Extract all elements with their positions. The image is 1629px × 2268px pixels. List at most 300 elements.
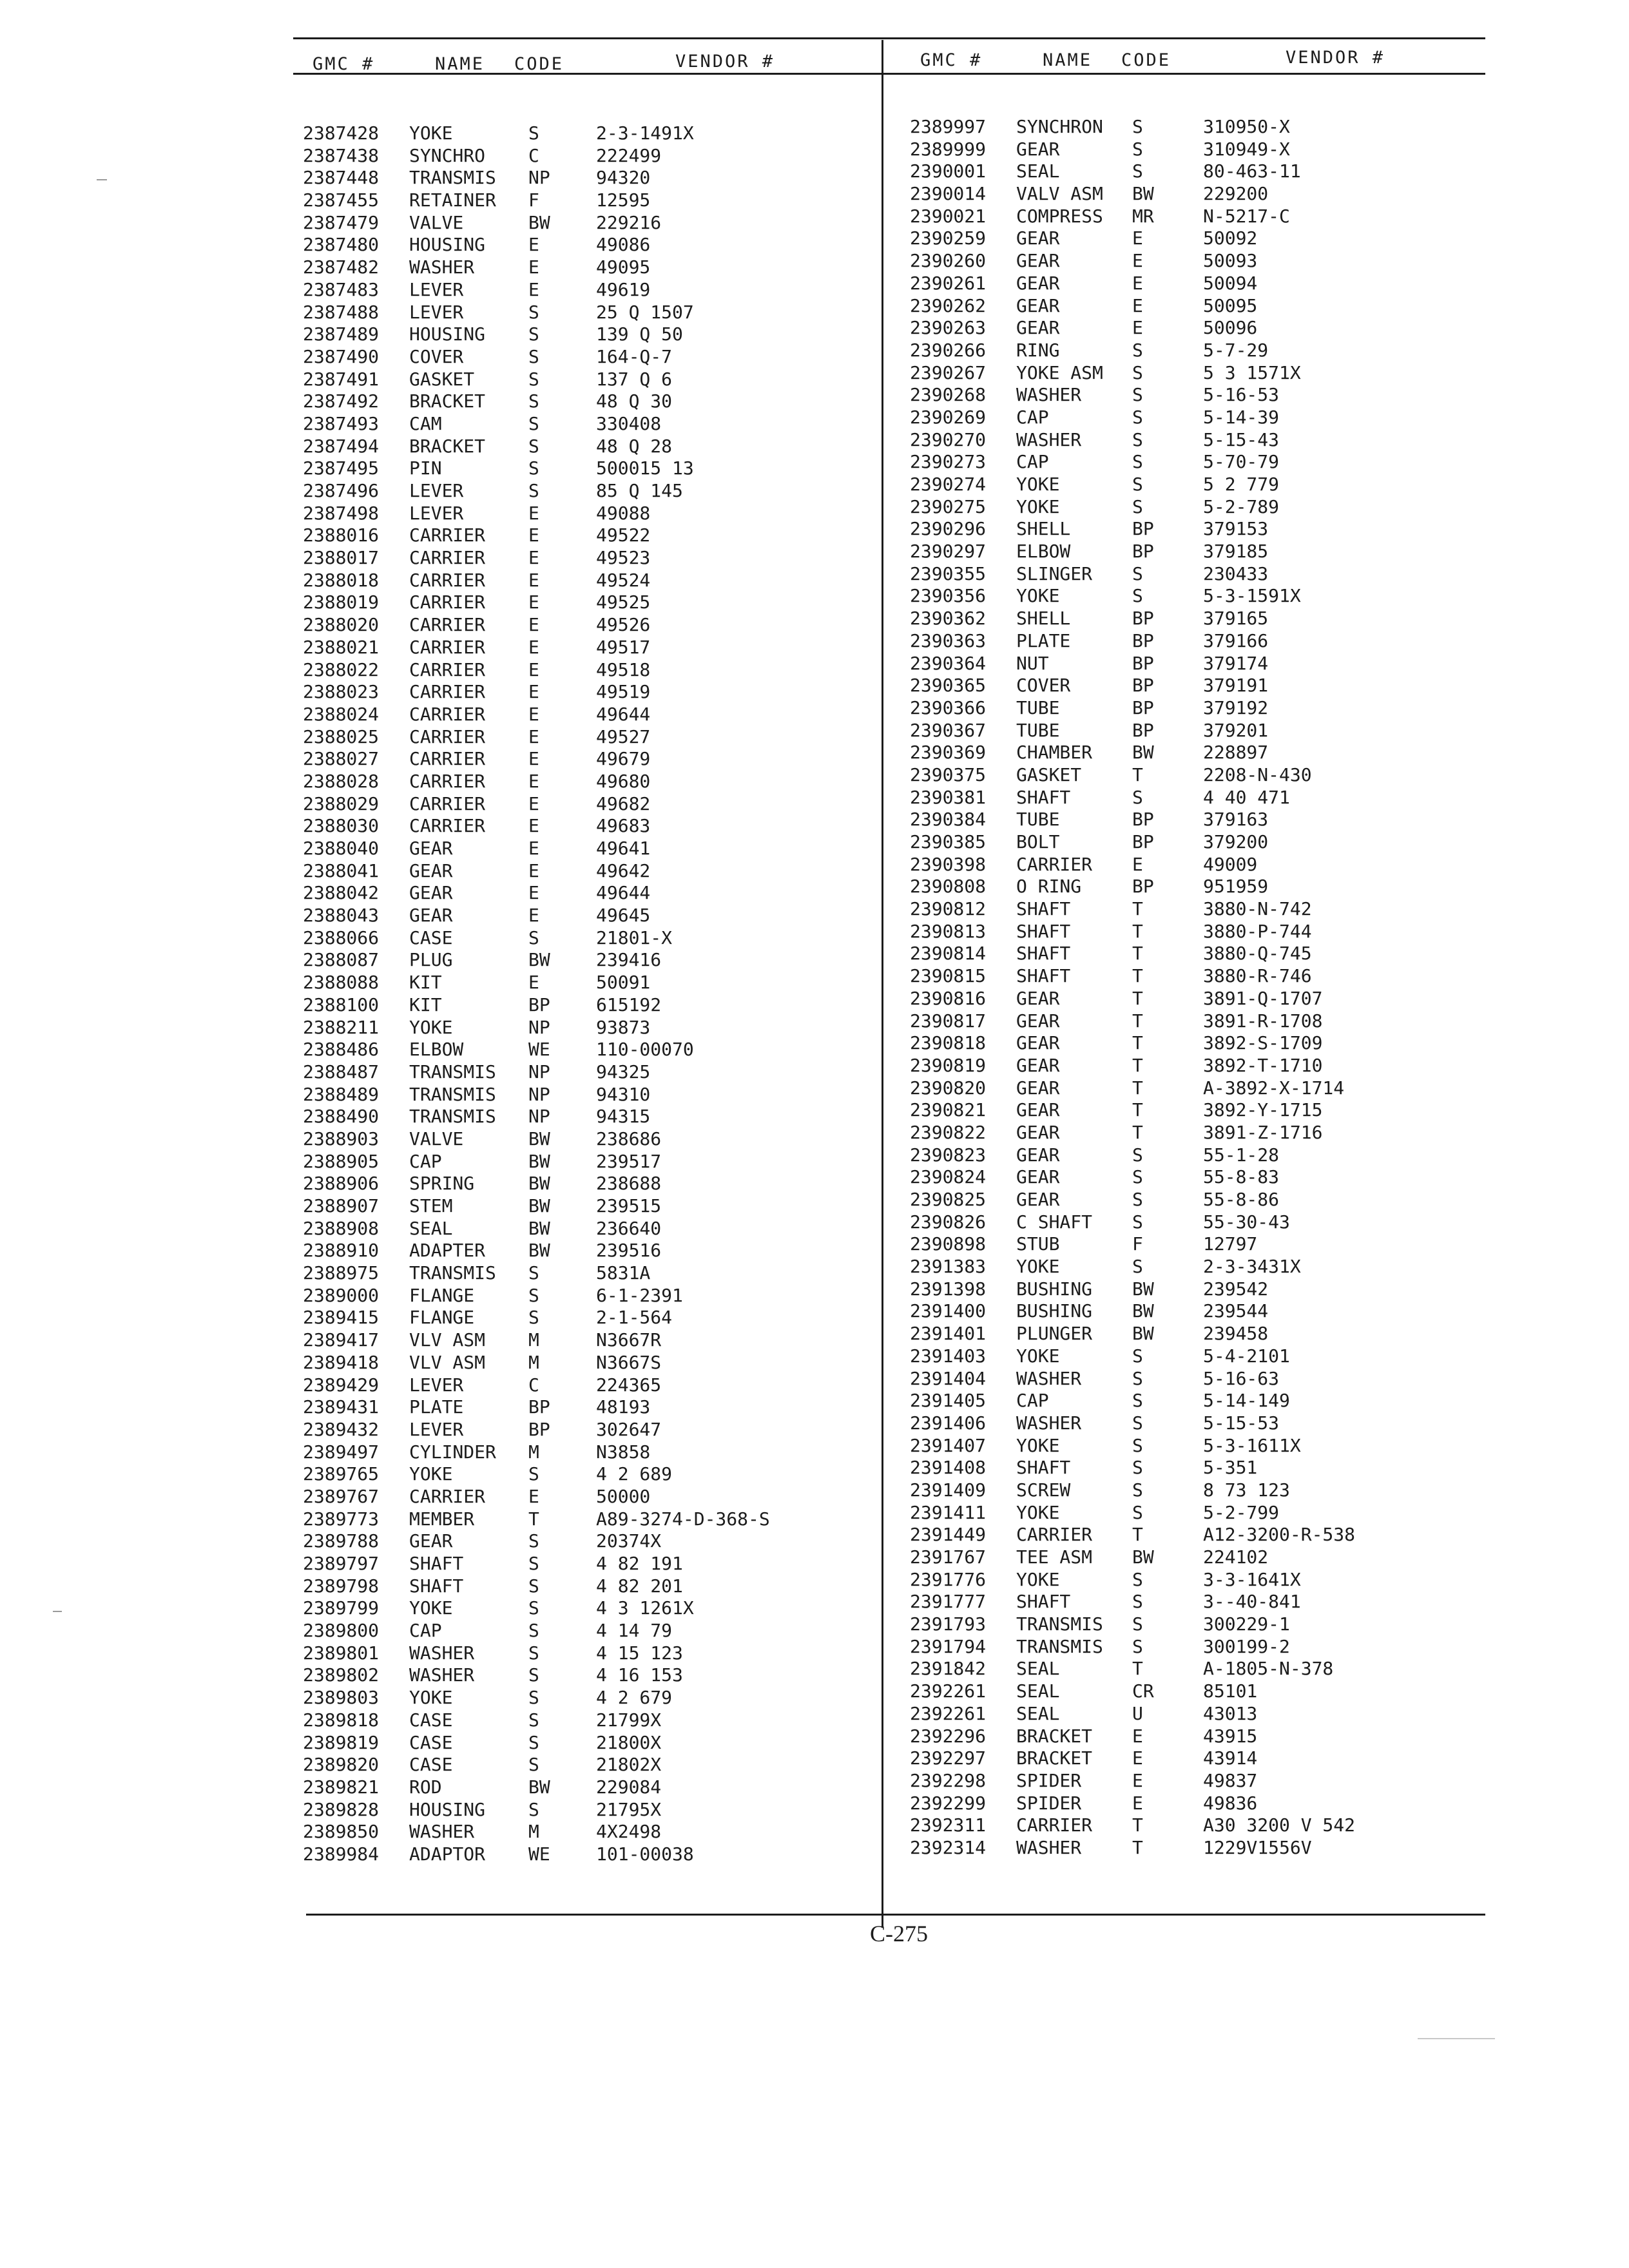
part-name: CARRIER [409,748,486,770]
vendor-code: T [1132,1658,1143,1680]
vendor-number: A-1805-N-378 [1203,1658,1334,1680]
vendor-code: E [528,591,539,613]
vendor-code: S [1132,1166,1143,1188]
vendor-number: 951959 [1203,876,1269,898]
part-row [303,189,870,212]
vendor-code: T [528,1508,539,1530]
vendor-code: S [1132,495,1143,517]
gmc-number: 2389431 [303,1396,380,1418]
gmc-number: 2390818 [910,1032,987,1054]
gmc-number: 2388019 [303,591,380,613]
gmc-number: 2388040 [303,838,380,859]
part-row [303,793,870,816]
part-row [910,116,1490,139]
part-name: CAP [1016,451,1049,473]
vendor-number: 379191 [1203,675,1269,697]
part-row [303,1285,870,1307]
gmc-number: 2390824 [910,1166,987,1188]
vendor-number: 50093 [1203,250,1258,272]
gmc-number: 2388042 [303,882,380,904]
part-row [303,323,870,346]
gmc-number: 2389417 [303,1329,380,1351]
part-name: TRANSMIS [1016,1635,1103,1657]
gmc-number: 2391408 [910,1457,987,1479]
vendor-number: 5-2-799 [1203,1501,1280,1523]
gmc-number: 2388905 [303,1150,380,1172]
vendor-code: S [1132,451,1143,473]
part-name: BUSHING [1016,1278,1093,1300]
part-name: GEAR [1016,294,1060,316]
vendor-number: N3667S [596,1351,662,1373]
vendor-code: M [528,1821,539,1843]
vendor-code: E [528,838,539,859]
gmc-number: 2390262 [910,294,987,316]
vendor-code: E [528,748,539,770]
vendor-code: S [1132,474,1143,495]
vendor-number: 239416 [596,949,662,971]
gmc-number: 2392261 [910,1702,987,1724]
part-row [303,122,870,145]
vendor-code: E [528,815,539,837]
gmc-number: 2390367 [910,719,987,741]
part-name: WASHER [409,256,475,278]
vendor-code: BP [528,1418,550,1440]
gmc-number: 2387489 [303,323,380,345]
part-name: CARRIER [1016,1524,1093,1546]
part-row [303,838,870,860]
part-row [303,1128,870,1151]
part-row [303,167,870,189]
part-row [910,1390,1490,1412]
part-name: CARRIER [1016,853,1093,875]
vendor-number: 239516 [596,1240,662,1262]
left-header-vendor: VENDOR # [675,52,775,72]
part-name: TRANSMIS [409,1262,496,1284]
gmc-number: 2389999 [910,138,987,160]
part-row [910,317,1490,340]
part-row [910,1435,1490,1457]
vendor-code: E [1132,853,1143,875]
vendor-code: E [528,547,539,569]
vendor-number: 49519 [596,681,651,703]
vendor-code: S [528,1709,539,1731]
part-name: CARRIER [409,591,486,613]
gmc-number: 2388043 [303,905,380,927]
vendor-code: T [1132,898,1143,920]
part-name: SHAFT [409,1575,464,1597]
vendor-code: E [1132,1725,1143,1747]
vendor-number: 49518 [596,658,651,680]
vendor-number: 49682 [596,793,651,814]
part-row [910,630,1490,653]
gmc-number: 2390819 [910,1054,987,1076]
vendor-number: 5-351 [1203,1457,1258,1479]
part-name: SHELL [1016,608,1071,629]
vendor-number: 50092 [1203,227,1258,249]
vendor-code: S [528,1642,539,1664]
gmc-number: 2389828 [303,1798,380,1820]
part-row [303,457,870,480]
gmc-number: 2389418 [303,1351,380,1373]
part-row [303,905,870,927]
part-name: CARRIER [409,1485,486,1507]
vendor-code: BP [1132,518,1154,540]
gmc-number: 2388024 [303,703,380,725]
vendor-code: BP [1132,675,1154,697]
gmc-number: 2390385 [910,831,987,852]
vendor-number: 229084 [596,1776,662,1798]
vendor-number: 43914 [1203,1747,1258,1769]
vendor-number: A89-3274-D-368-S [596,1508,770,1530]
part-name: CASE [409,1709,453,1731]
gmc-number: 2389984 [303,1843,380,1865]
part-name: ELBOW [409,1039,464,1061]
vendor-number: 55-30-43 [1203,1211,1290,1233]
vendor-number: 49645 [596,905,651,927]
vendor-code: S [1132,361,1143,383]
vendor-number: 4 14 79 [596,1620,673,1642]
part-row [910,1636,1490,1658]
part-row [910,1591,1490,1613]
part-name: KIT [409,972,442,994]
vendor-code: S [528,1731,539,1753]
vendor-code: E [528,569,539,591]
vendor-code: S [528,1284,539,1306]
vendor-number: 49095 [596,256,651,278]
part-name: COVER [409,345,464,367]
part-name: PIN [409,457,442,479]
part-row [910,1613,1490,1636]
vendor-code: S [1132,1144,1143,1166]
part-row [303,547,870,570]
vendor-code: T [1132,1010,1143,1032]
gmc-number: 2390365 [910,675,987,697]
part-name: CAP [409,1620,442,1642]
part-name: YOKE [1016,1501,1060,1523]
vendor-number: 239542 [1203,1278,1269,1300]
part-row [303,748,870,771]
part-name: COVER [1016,675,1071,697]
vendor-number: 80-463-11 [1203,160,1301,182]
vendor-code: S [1132,786,1143,808]
part-row [303,1486,870,1508]
part-row [910,227,1490,250]
vendor-code: S [1132,1367,1143,1389]
gmc-number: 2389415 [303,1307,380,1329]
vendor-code: E [1132,272,1143,294]
gmc-number: 2388910 [303,1240,380,1262]
part-name: RETAINER [409,189,496,211]
vendor-code: T [1132,1836,1143,1858]
part-name: STEM [409,1195,453,1216]
vendor-code: C [528,1374,539,1396]
part-name: TUBE [1016,697,1060,718]
vendor-code: S [528,323,539,345]
gmc-number: 2392296 [910,1725,987,1747]
part-row [910,921,1490,943]
vendor-number: 379153 [1203,518,1269,540]
vendor-code: BP [1132,652,1154,674]
part-name: SHAFT [1016,898,1071,920]
vendor-number: 21800X [596,1731,662,1753]
part-name: TRANSMIS [409,167,496,189]
part-row [910,1256,1490,1278]
part-name: GEAR [409,882,453,904]
gmc-number: 2390266 [910,339,987,361]
vendor-number: 164-Q-7 [596,345,673,367]
part-name: HOUSING [409,323,486,345]
gmc-number: 2387482 [303,256,380,278]
vendor-number: 12797 [1203,1233,1258,1255]
gmc-number: 2388489 [303,1083,380,1105]
vendor-number: 6-1-2391 [596,1284,683,1306]
part-name: VALVE [409,211,464,233]
vendor-code: BW [1132,183,1154,205]
part-row [303,436,870,458]
left-header-gmc: GMC # [313,54,375,74]
part-row [303,949,870,972]
vendor-number: A12-3200-R-538 [1203,1524,1356,1546]
gmc-number: 2390808 [910,876,987,898]
vendor-number: N3858 [596,1441,651,1463]
vendor-number: 2-3-1491X [596,122,694,144]
right-parts-list [910,116,1490,1860]
vendor-number: 43915 [1203,1725,1258,1747]
part-name: CARRIER [409,793,486,814]
gmc-number: 2391404 [910,1367,987,1389]
gmc-number: 2389797 [303,1553,380,1574]
vendor-code: S [1132,1412,1143,1434]
gmc-number: 2388025 [303,726,380,747]
gmc-number: 2390297 [910,541,987,562]
gmc-number: 2389820 [303,1754,380,1776]
part-row [303,1843,870,1866]
part-row [910,1144,1490,1167]
part-name: BUSHING [1016,1300,1093,1322]
part-name: LEVER [409,301,464,323]
part-row [303,1642,870,1665]
part-row [910,854,1490,876]
vendor-number: 49527 [596,726,651,747]
vendor-code: BW [528,1150,550,1172]
part-row [910,1703,1490,1725]
part-row [303,1687,870,1709]
part-name: GEAR [1016,250,1060,272]
vendor-number: 224102 [1203,1546,1269,1568]
part-row [910,1189,1490,1211]
part-name: GEAR [1016,987,1060,1009]
gmc-number: 2389819 [303,1731,380,1753]
part-row [303,1106,870,1128]
gmc-number: 2387493 [303,412,380,434]
part-name: RING [1016,339,1060,361]
part-row [303,234,870,256]
part-name: SEAL [409,1217,453,1239]
vendor-number: N-5217-C [1203,205,1290,227]
vendor-number: 49679 [596,748,651,770]
gmc-number: 2391398 [910,1278,987,1300]
vendor-number: 93873 [596,1016,651,1038]
part-name: YOKE [1016,1345,1060,1367]
gmc-number: 2388022 [303,658,380,680]
vendor-code: S [1132,1434,1143,1456]
part-name: CAP [1016,406,1049,428]
gmc-number: 2390820 [910,1077,987,1099]
gmc-number: 2389802 [303,1664,380,1686]
vendor-number: 139 Q 50 [596,323,683,345]
left-header-name: NAME [435,54,485,74]
gmc-number: 2390812 [910,898,987,920]
gmc-number: 2391406 [910,1412,987,1434]
gmc-number: 2389432 [303,1418,380,1440]
vendor-code: S [1132,384,1143,406]
vendor-code: BP [1132,541,1154,562]
part-name: YOKE [409,1687,453,1709]
vendor-code: S [1132,1568,1143,1590]
vendor-code: E [1132,1792,1143,1814]
vendor-code: S [528,435,539,457]
gmc-number: 2390814 [910,943,987,965]
column-divider [882,40,883,1928]
gmc-number: 2389798 [303,1575,380,1597]
part-name: SHAFT [1016,943,1071,965]
gmc-number: 2389821 [303,1776,380,1798]
gmc-number: 2387494 [303,435,380,457]
part-row [303,659,870,682]
vendor-code: BP [1132,876,1154,898]
part-row [910,1770,1490,1792]
vendor-code: BW [528,1128,550,1149]
vendor-number: 5-4-2101 [1203,1345,1290,1367]
part-name: TRANSMIS [409,1061,496,1082]
part-row [303,346,870,369]
part-name: GEAR [1016,317,1060,339]
vendor-code: BW [1132,742,1154,764]
vendor-number: 310950-X [1203,116,1290,137]
vendor-number: 49644 [596,882,651,904]
vendor-number: 48193 [596,1396,651,1418]
gmc-number: 2387428 [303,122,380,144]
vendor-number: 4 40 471 [1203,786,1290,808]
vendor-code: E [1132,317,1143,339]
vendor-code: BW [528,1240,550,1262]
part-name: CASE [409,927,453,948]
vendor-code: S [528,1575,539,1597]
gmc-number: 2392298 [910,1769,987,1791]
vendor-number: 310949-X [1203,138,1290,160]
part-row [910,563,1490,586]
gmc-number: 2390369 [910,742,987,764]
vendor-code: T [1132,1814,1143,1836]
part-name: O RING [1016,876,1082,898]
gmc-number: 2387480 [303,234,380,256]
part-name: SHAFT [1016,965,1071,987]
part-name: SHELL [1016,518,1071,540]
vendor-code: S [1132,1189,1143,1210]
top-rule [293,37,1485,39]
vendor-code: S [1132,339,1143,361]
gmc-number: 2390825 [910,1189,987,1210]
vendor-code: WE [528,1843,550,1865]
gmc-number: 2389800 [303,1620,380,1642]
vendor-code: S [1132,585,1143,607]
vendor-number: 49088 [596,502,651,524]
vendor-code: T [1132,943,1143,965]
part-row [910,384,1490,407]
part-row [910,943,1490,965]
part-name: YOKE [1016,585,1060,607]
vendor-code: E [1132,1769,1143,1791]
vendor-code: S [1132,1457,1143,1479]
part-name: CARRIER [409,703,486,725]
part-row [910,965,1490,988]
vendor-code: BP [1132,831,1154,852]
vendor-code: T [1132,1121,1143,1143]
part-name: CARRIER [409,614,486,636]
vendor-number: 3--40-841 [1203,1591,1301,1613]
gmc-number: 2389773 [303,1508,380,1530]
part-row [910,1032,1490,1055]
vendor-number: 5-7-29 [1203,339,1269,361]
part-name: GEAR [409,838,453,859]
part-row [303,503,870,525]
part-name: LEVER [409,278,464,300]
part-name: GEAR [1016,1054,1060,1076]
part-row [303,1597,870,1620]
vendor-number: 5-3-1591X [1203,585,1301,607]
vendor-code: S [1132,138,1143,160]
part-row [303,1553,870,1575]
gmc-number: 2390362 [910,608,987,629]
part-name: CYLINDER [409,1441,496,1463]
vendor-number: 239517 [596,1150,662,1172]
vendor-code: S [528,927,539,948]
gmc-number: 2392297 [910,1747,987,1769]
vendor-code: T [1132,920,1143,942]
part-row [910,1546,1490,1569]
vendor-number: 5-14-39 [1203,406,1280,428]
vendor-code: BP [528,1396,550,1418]
part-row [303,815,870,838]
vendor-code: E [1132,250,1143,272]
vendor-code: S [528,301,539,323]
part-name: BRACKET [1016,1725,1093,1747]
gmc-number: 2387495 [303,457,380,479]
vendor-number: 4 82 201 [596,1575,683,1597]
vendor-number: 5-70-79 [1203,451,1280,473]
gmc-number: 2390898 [910,1233,987,1255]
part-name: GEAR [409,905,453,927]
part-row [303,1151,870,1173]
vendor-number: 8 73 123 [1203,1479,1290,1501]
vendor-number: 4X2498 [596,1821,662,1843]
gmc-number: 2388021 [303,636,380,658]
vendor-number: 49644 [596,703,651,725]
vendor-code: M [528,1351,539,1373]
vendor-number: 300229-1 [1203,1613,1290,1635]
vendor-number: 21795X [596,1798,662,1820]
vendor-code: E [528,905,539,927]
gmc-number: 2390381 [910,786,987,808]
part-row [910,1524,1490,1546]
gmc-number: 2388023 [303,681,380,703]
vendor-code: S [1132,1591,1143,1613]
gmc-number: 2391777 [910,1591,987,1613]
gmc-number: 2387479 [303,211,380,233]
part-row [910,1233,1490,1256]
gmc-number: 2388027 [303,748,380,770]
part-name: SPIDER [1016,1769,1082,1791]
